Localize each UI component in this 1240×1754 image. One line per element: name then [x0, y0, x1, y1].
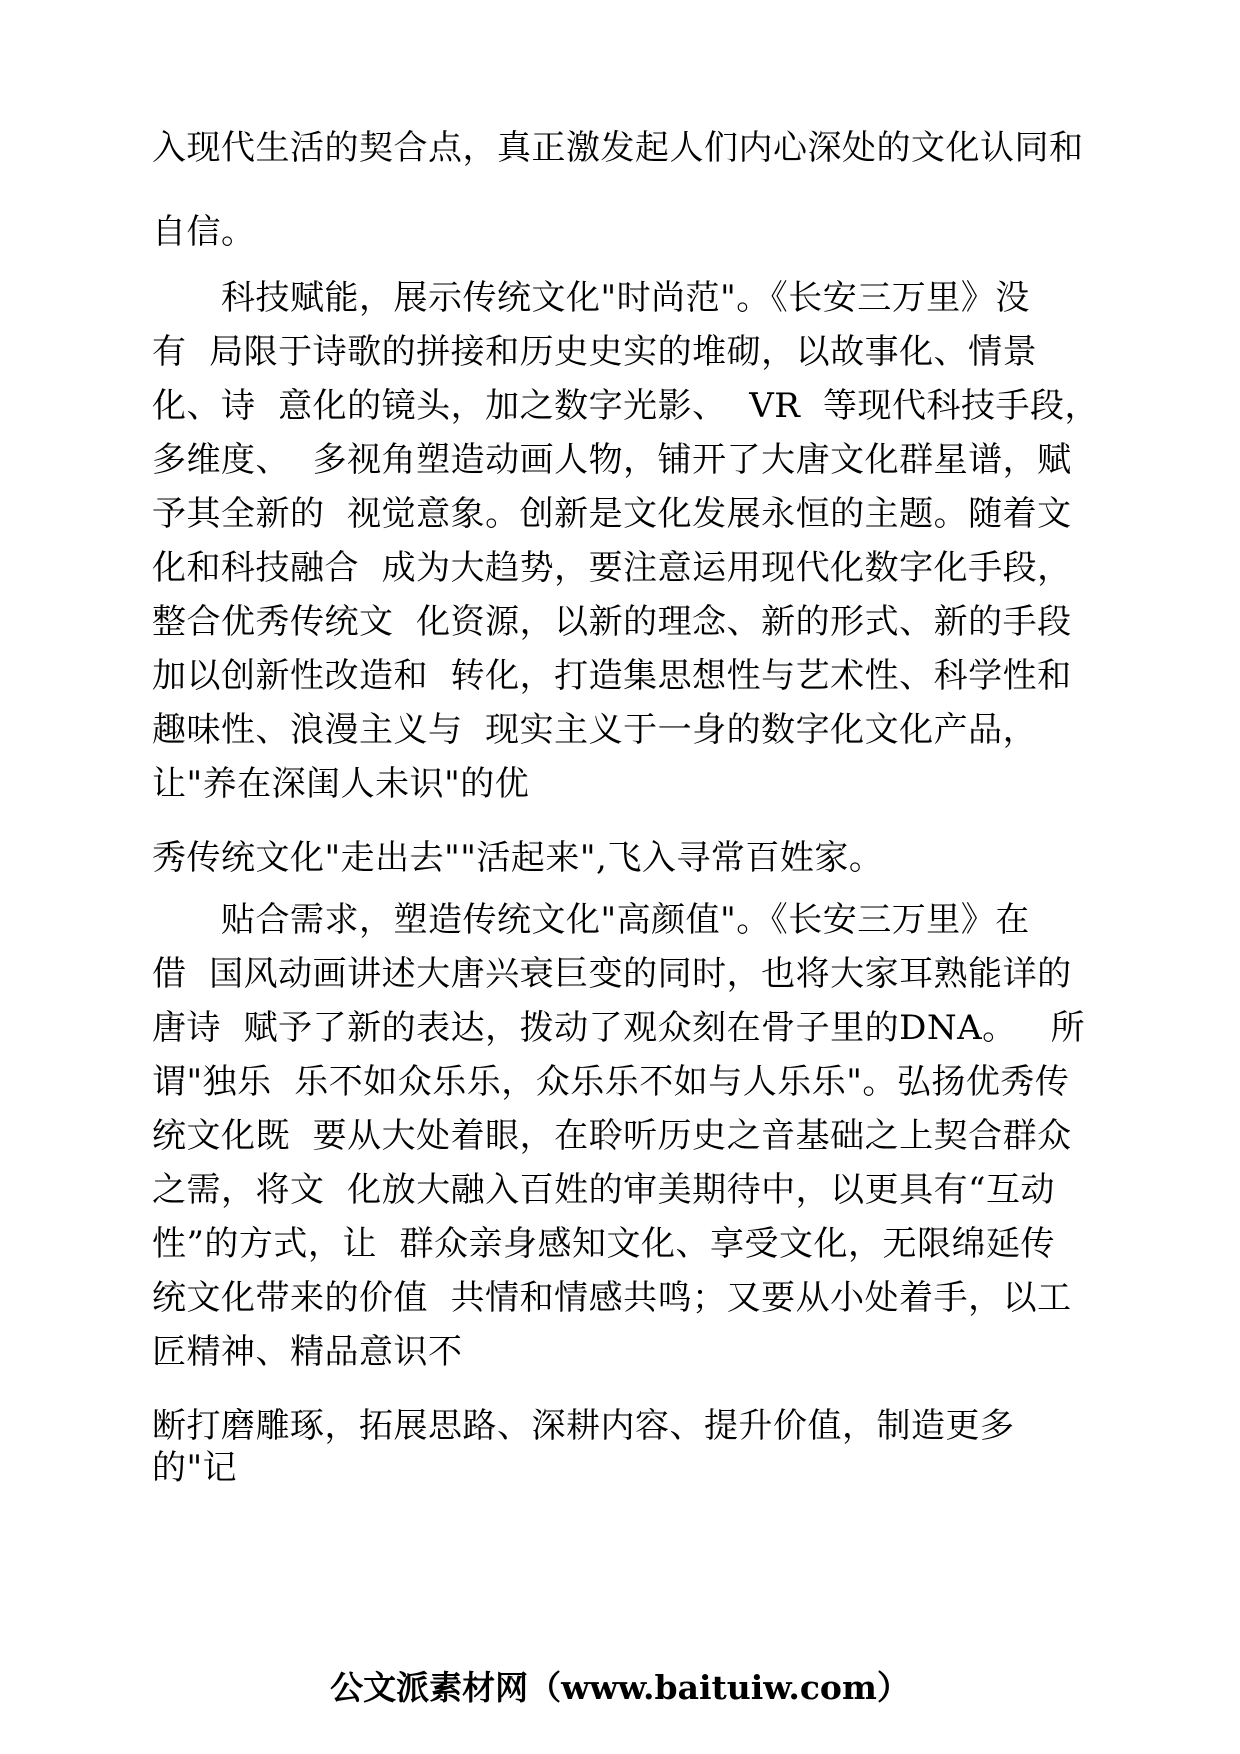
text-line: 的"记	[152, 1448, 238, 1488]
text-line: 科技赋能，展示传统文化"时尚范"。《长安三万里》没	[152, 278, 1030, 318]
page-footer: 公文派素材网（www.baituiw.com）	[330, 1668, 910, 1707]
text-line: 化、诗 意化的镜头，加之数字光影、 VR 等现代科技手段，	[152, 386, 1099, 426]
text-line: 统文化带来的价值 共情和情感共鸣；又要从小处着手，以工	[152, 1278, 1072, 1318]
text-line: 贴合需求，塑造传统文化"高颜值"。《长安三万里》在	[152, 900, 1030, 940]
text-line: 借 国风动画讲述大唐兴衰巨变的同时，也将大家耳熟能详的	[152, 954, 1072, 994]
text-line: 秀传统文化"走出去""活起来",飞入寻常百姓家。	[152, 838, 884, 878]
text-line: 匠精神、精品意识不	[152, 1332, 463, 1372]
text-line: 加以创新性改造和 转化，打造集思想性与艺术性、科学性和	[152, 656, 1072, 696]
text-line: 化和科技融合 成为大趋势，要注意运用现代化数字化手段，	[152, 548, 1072, 588]
text-line: 予其全新的 视觉意象。创新是文化发展永恒的主题。随着文	[152, 494, 1072, 534]
text-line: 多维度、 多视角塑造动画人物，铺开了大唐文化群星谱，赋	[152, 440, 1072, 480]
text-line: 唐诗 赋予了新的表达，拨动了观众刻在骨子里的DNA。 所	[152, 1008, 1086, 1048]
text-line: 统文化既 要从大处着眼，在聆听历史之音基础之上契合群众	[152, 1116, 1072, 1156]
text-line: 整合优秀传统文 化资源，以新的理念、新的形式、新的手段	[152, 602, 1072, 642]
text-line: 让"养在深闺人未识"的优	[152, 764, 530, 804]
text-line: 自信。	[152, 212, 256, 252]
text-line: 趣味性、浪漫主义与 现实主义于一身的数字化文化产品，	[152, 710, 1038, 750]
text-line: 有 局限于诗歌的拼接和历史史实的堆砌，以故事化、情景	[152, 332, 1038, 372]
text-line: 之需，将文 化放大融入百姓的审美期待中，以更具有“互动	[152, 1170, 1055, 1210]
text-line: 断打磨雕琢，拓展思路、深耕内容、提升价值，制造更多	[152, 1406, 1015, 1446]
text-line: 性”的方式，让 群众亲身感知文化、享受文化，无限绵延传	[152, 1224, 1055, 1264]
text-line: 入现代生活的契合点，真正激发起人们内心深处的文化认同和	[152, 128, 1084, 168]
text-line: 谓"独乐 乐不如众乐乐，众乐乐不如与人乐乐"。弘扬优秀传	[152, 1062, 1070, 1102]
